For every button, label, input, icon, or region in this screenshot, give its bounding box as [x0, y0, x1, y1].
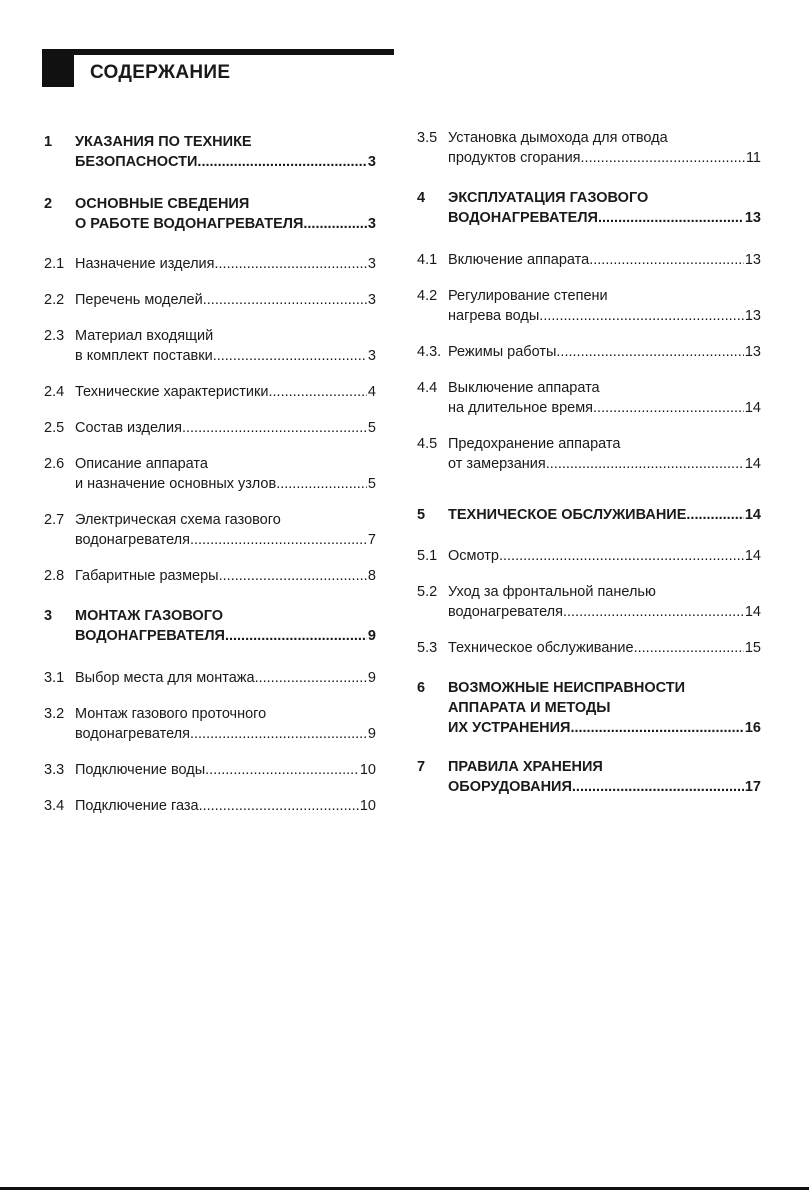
- toc-entry[interactable]: [417, 434, 761, 474]
- dot-leader: [581, 148, 745, 168]
- toc-entry[interactable]: [417, 582, 761, 622]
- toc-entry-title: Электрическая схема газового: [75, 512, 281, 528]
- toc-entry-page: 9: [367, 726, 376, 742]
- dot-leader: [203, 290, 367, 310]
- toc-entry-page: 14: [744, 604, 761, 620]
- toc-entry[interactable]: [44, 566, 376, 586]
- toc-entry-number: 2.7: [44, 512, 65, 528]
- dot-leader: [190, 530, 367, 550]
- toc-entry-title: Установка дымохода для отвода: [448, 130, 668, 146]
- toc-entry-number: 3.2: [44, 706, 65, 722]
- toc-entry-number: 2.8: [44, 568, 65, 584]
- toc-entry-page: 4: [367, 384, 376, 400]
- dot-leader: [205, 760, 359, 780]
- dot-leader: [276, 474, 367, 494]
- toc-entry-page: 3: [367, 292, 376, 308]
- toc-entry-title: ВОЗМОЖНЫЕ НЕИСПРАВНОСТИ: [448, 680, 686, 696]
- toc-entry-title: МОНТАЖ ГАЗОВОГО: [75, 608, 224, 624]
- dot-leader: [570, 718, 743, 738]
- toc-entry-page: 14: [744, 400, 761, 416]
- toc-entry-number: 2.6: [44, 456, 65, 472]
- toc-entry[interactable]: [417, 505, 761, 525]
- toc-entry-number: 1: [44, 134, 53, 150]
- toc-entry-title: Технические характеристики: [75, 384, 269, 400]
- toc-entry[interactable]: [44, 510, 376, 550]
- toc-entry[interactable]: [44, 704, 376, 744]
- toc-entry-title: от замерзания: [448, 456, 546, 472]
- toc-entry-title: ЭКСПЛУАТАЦИЯ ГАЗОВОГО: [448, 190, 649, 206]
- header-block: [42, 55, 74, 87]
- toc-entry-title: и назначение основных узлов: [75, 476, 277, 492]
- toc-entry-page: 10: [359, 798, 376, 814]
- toc-entry-page: 5: [367, 420, 376, 436]
- toc-entry-title: Осмотр: [448, 548, 499, 564]
- dot-leader: [214, 254, 366, 274]
- toc-entry-number: 6: [417, 680, 426, 696]
- toc-entry-title: Техническое обслуживание: [448, 640, 634, 656]
- toc-entry[interactable]: [44, 254, 376, 274]
- toc-entry-page: 3: [367, 216, 376, 232]
- header-rule: [42, 49, 394, 55]
- toc-entry-title: ОБОРУДОВАНИЯ: [448, 779, 572, 795]
- toc-entry-title: ПРАВИЛА ХРАНЕНИЯ: [448, 759, 603, 775]
- toc-entry-number: 4.1: [417, 252, 438, 268]
- toc-entry-title: Описание аппарата: [75, 456, 208, 472]
- footer-rule: [0, 1187, 809, 1190]
- toc-entry-number: 5.3: [417, 640, 438, 656]
- toc-entry-title: водонагревателя: [75, 532, 190, 548]
- toc-entry-title: Предохранение аппарата: [448, 436, 621, 452]
- dot-leader: [572, 777, 744, 797]
- toc-entry-title: Включение аппарата: [448, 252, 590, 268]
- toc-entry[interactable]: [44, 796, 376, 816]
- toc-entry-title: Монтаж газового проточного: [75, 706, 267, 722]
- toc-entry[interactable]: [44, 606, 376, 646]
- dot-leader: [563, 602, 744, 622]
- toc-entry[interactable]: [44, 668, 376, 688]
- dot-leader: [190, 724, 367, 744]
- toc-entry[interactable]: [417, 757, 761, 797]
- toc-entry-title: ТЕХНИЧЕСКОЕ ОБСЛУЖИВАНИЕ: [448, 507, 687, 523]
- dot-leader: [268, 382, 366, 402]
- dot-leader: [499, 546, 744, 566]
- toc-entry-title: Состав изделия: [75, 420, 182, 436]
- toc-entry-page: 10: [359, 762, 376, 778]
- toc-entry[interactable]: [44, 290, 376, 310]
- toc-entry-title: ИХ УСТРАНЕНИЯ: [448, 720, 571, 736]
- toc-entry-title: в комплект поставки: [75, 348, 213, 364]
- toc-entry-title: Уход за фронтальной панелью: [448, 584, 656, 600]
- toc-entry-number: 3.3: [44, 762, 65, 778]
- toc-entry-title: О РАБОТЕ ВОДОНАГРЕВАТЕЛЯ: [75, 216, 304, 232]
- toc-entry-number: 5: [417, 507, 426, 523]
- toc-entry[interactable]: [417, 188, 761, 228]
- dot-leader: [546, 454, 744, 474]
- toc-entry-title: продуктов сгорания: [448, 150, 581, 166]
- toc-entry-title: Регулирование степени: [448, 288, 608, 304]
- toc-entry[interactable]: [417, 378, 761, 418]
- toc-entry-title: нагрева воды: [448, 308, 540, 324]
- dot-leader: [634, 638, 744, 658]
- dot-leader: [225, 626, 367, 646]
- toc-entry-page: 9: [367, 670, 376, 686]
- toc-entry[interactable]: [44, 418, 376, 438]
- toc-entry-title: водонагревателя: [448, 604, 563, 620]
- toc-entry[interactable]: [417, 286, 761, 326]
- toc-entry-number: 3.5: [417, 130, 438, 146]
- dot-leader: [539, 306, 744, 326]
- toc-entry-number: 2.1: [44, 256, 65, 272]
- toc-entry-number: 2: [44, 196, 53, 212]
- toc-entry-page: 14: [744, 456, 761, 472]
- toc-entry-number: 3: [44, 608, 53, 624]
- dot-leader: [197, 152, 367, 172]
- toc-entry-title: ВОДОНАГРЕВАТЕЛЯ: [448, 210, 598, 226]
- toc-entry-title: водонагревателя: [75, 726, 190, 742]
- toc-entry-title: Подключение воды: [75, 762, 206, 778]
- toc-entry-number: 4.2: [417, 288, 438, 304]
- dot-leader: [598, 208, 744, 228]
- toc-entry-page: 14: [744, 507, 761, 523]
- toc-entry-page: 13: [744, 308, 761, 324]
- toc-entry-number: 7: [417, 759, 426, 775]
- toc-entry-number: 2.5: [44, 420, 65, 436]
- toc-entry[interactable]: [417, 128, 761, 168]
- toc-entry-title: Выключение аппарата: [448, 380, 600, 396]
- dot-leader: [219, 566, 367, 586]
- toc-entry-page: 3: [367, 256, 376, 272]
- toc-entry-title: Перечень моделей: [75, 292, 203, 308]
- toc-entry-title: на длительное время: [448, 400, 594, 416]
- toc-entry-title: АППАРАТА И МЕТОДЫ: [448, 700, 611, 716]
- toc-entry[interactable]: [417, 638, 761, 658]
- dot-leader: [213, 346, 367, 366]
- page-title: СОДЕРЖАНИЕ: [90, 62, 231, 83]
- toc-entry-number: 3.4: [44, 798, 65, 814]
- toc-entry-page: 7: [367, 532, 376, 548]
- dot-leader: [199, 796, 359, 816]
- toc-entry-number: 2.3: [44, 328, 65, 344]
- toc-entry-page: 8: [367, 568, 376, 584]
- toc-entry-number: 4.5: [417, 436, 438, 452]
- toc-entry-title: Назначение изделия: [75, 256, 215, 272]
- toc-entry-page: 15: [744, 640, 761, 656]
- toc-entry[interactable]: [417, 250, 761, 270]
- toc-entry-title: Подключение газа: [75, 798, 199, 814]
- toc-entry-number: 5.1: [417, 548, 438, 564]
- toc-entry[interactable]: [44, 326, 376, 366]
- toc-entry-page: 13: [744, 344, 761, 360]
- toc-entry-title: УКАЗАНИЯ ПО ТЕХНИКЕ: [75, 134, 252, 150]
- toc-entry-number: 3.1: [44, 670, 65, 686]
- toc-entry-page: 11: [745, 150, 761, 166]
- toc-entry-number: 4: [417, 190, 426, 206]
- toc-entry-page: 5: [367, 476, 376, 492]
- toc-entry-title: БЕЗОПАСНОСТИ: [75, 154, 198, 170]
- toc-entry-page: 16: [744, 720, 761, 736]
- toc-entry[interactable]: [417, 546, 761, 566]
- toc-entry-page: 14: [744, 548, 761, 564]
- toc-entry-page: 17: [744, 779, 761, 795]
- toc-entry[interactable]: [44, 454, 376, 494]
- toc-entry-page: 13: [744, 210, 761, 226]
- toc-entry-number: 2.4: [44, 384, 65, 400]
- toc-entry-page: 3: [367, 348, 376, 364]
- dot-leader: [556, 342, 743, 362]
- toc-entry-number: 2.2: [44, 292, 65, 308]
- toc-entry-page: 13: [744, 252, 761, 268]
- toc-entry-title: Выбор места для монтажа: [75, 670, 255, 686]
- dot-leader: [589, 250, 744, 270]
- toc-entry-number: 5.2: [417, 584, 438, 600]
- toc-entry[interactable]: [417, 342, 761, 362]
- toc-entry[interactable]: [44, 760, 376, 780]
- toc-entry-title: Габаритные размеры: [75, 568, 219, 584]
- toc-entry[interactable]: [417, 678, 761, 738]
- toc-entry-title: Материал входящий: [75, 328, 214, 344]
- toc-entry-number: 4.3.: [417, 344, 442, 360]
- toc-entry-title: ВОДОНАГРЕВАТЕЛЯ: [75, 628, 225, 644]
- dot-leader: [593, 398, 744, 418]
- toc-entry[interactable]: [44, 382, 376, 402]
- toc-entry-page: 3: [367, 154, 376, 170]
- dot-leader: [686, 505, 743, 525]
- toc-entry-number: 4.4: [417, 380, 438, 396]
- toc-entry-title: Режимы работы: [448, 344, 557, 360]
- toc-entry-page: 9: [367, 628, 376, 644]
- toc-entry[interactable]: [44, 194, 376, 234]
- toc-entry-title: ОСНОВНЫЕ СВЕДЕНИЯ: [75, 196, 250, 212]
- dot-leader: [182, 418, 367, 438]
- dot-leader: [303, 214, 367, 234]
- dot-leader: [255, 668, 367, 688]
- toc-entry[interactable]: [44, 132, 376, 172]
